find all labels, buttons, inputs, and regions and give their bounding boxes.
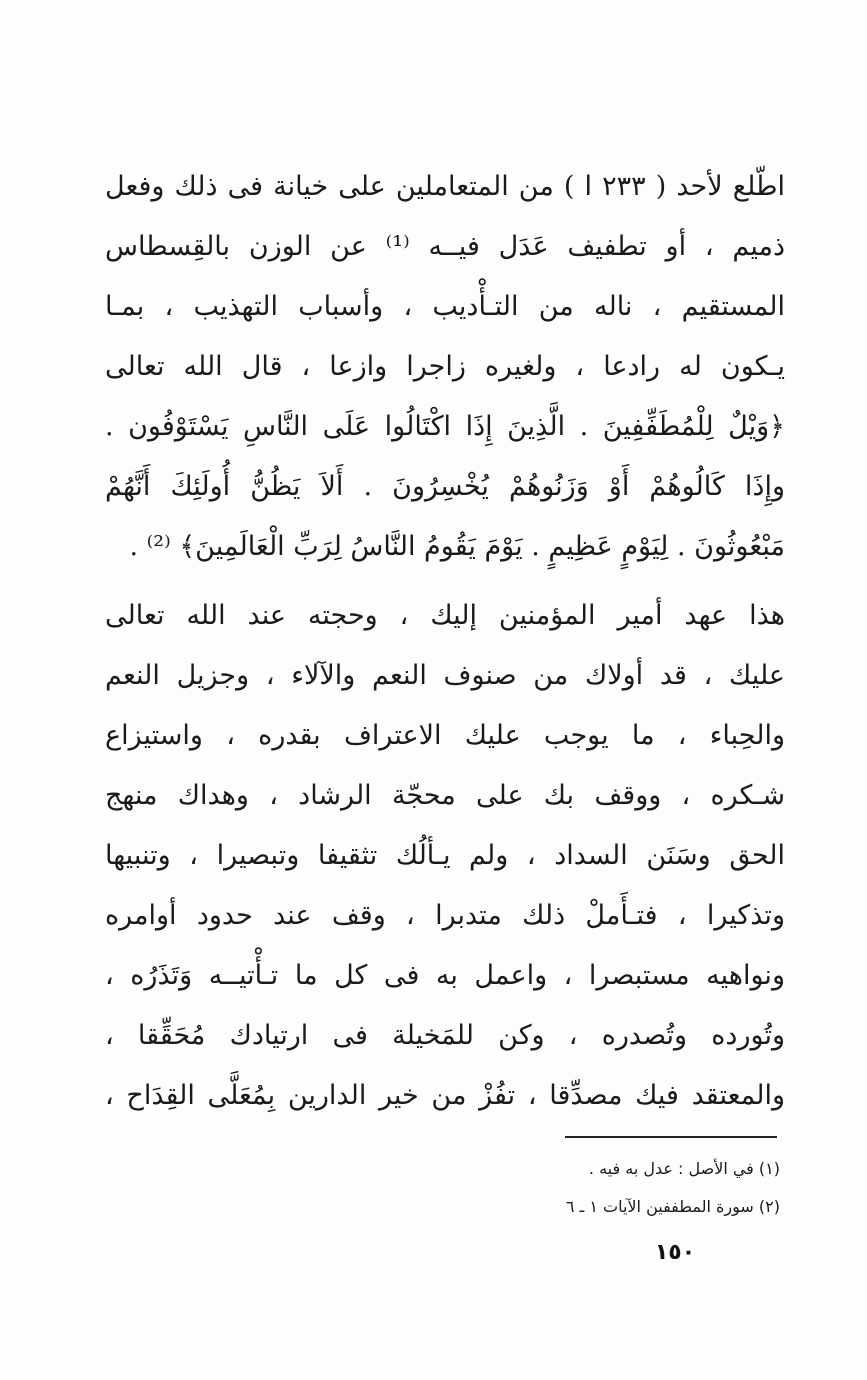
text-line: والحِباء ، ما يوجب عليك الاعتراف بقدره ، واستيزاع	[105, 720, 785, 751]
footnote-1: (١) في الأصل : عدل به فيه .	[588, 1159, 780, 1178]
text-line: وتُورده وتُصدره ، وكن للمَخيلة فى ارتيادك مُحَقِّقا ،	[105, 1020, 785, 1051]
paragraph-1	[105, 157, 785, 577]
quran-verse-line: ﴿وَيْلٌ لِلْمُطَفِّفِينَ . الَّذِينَ إِذَا اكْتَالُوا عَلَى النَّاسِ يَسْتَوْفُون .	[105, 411, 785, 442]
footnotes	[420, 1150, 780, 1226]
text-line: شـكره ، ووقف بك على محجّة الرشاد ، وهداك منهج	[105, 780, 785, 811]
text-line: وتذكيرا ، فتـأَملْ ذلك متدبرا ، وقف عند حدود أوامره	[105, 900, 785, 931]
footnote-divider	[565, 1136, 777, 1138]
text-line: ذميم ، أو تطفيف عَدَل فيــه ⁽¹⁾ عن الوزن بالقِسطاس	[105, 231, 785, 262]
text-line: المستقيم ، ناله من التـأْديب ، وأسباب التهذيب ، بمـا	[105, 291, 785, 322]
quran-verse-line: وإِذَا كَالُوهُمْ أَوْ وَزَنُوهُمْ يُخْسِرُونَ . أَلاَ يَظُنُّ أُولَئِكَ أَنَّهُمْ	[105, 471, 785, 502]
footnote-2: (٢) سورة المطففين الآيات ١ ـ ٦	[565, 1197, 780, 1216]
text-line: اطّلع لأحد ( ٢٣٣ ا ) من المتعاملين على خيانة فى ذلك وفعل	[105, 171, 785, 202]
text-line: عليك ، قد أولاك من صنوف النعم والآلاء ، وجزيل النعم	[105, 660, 785, 691]
text-line: يـكون له رادعا ، ولغيره زاجرا وازعا ، قال الله تعالى	[105, 351, 785, 382]
page-number: ١٥٠	[654, 1240, 696, 1265]
text-line: ونواهيه مستبصرا ، واعمل به فى كل ما تـأْتيــه وَتَذَرُه ،	[105, 960, 785, 991]
paragraph-2	[105, 586, 785, 1126]
text-line: هذا عهد أمير المؤمنين إليك ، وحجته عند الله تعالى	[105, 600, 785, 631]
quran-verse-line: مَبْعُوثُونَ . لِيَوْمٍ عَظِيمٍ . يَوْمَ يَقُومُ النَّاسُ لِرَبِّ الْعَالَمِينَ﴾ ⁽²⁾ .	[129, 531, 785, 562]
text-line: الحق وسَنَن السداد ، ولم يـألُك تثقيفا وتبصيرا ، وتنبيها	[105, 840, 785, 871]
text-line: والمعتقد فيك مصدِّقا ، تفُزْ من خير الدارين بِمُعَلَّى القِدَاح ،	[105, 1080, 785, 1111]
